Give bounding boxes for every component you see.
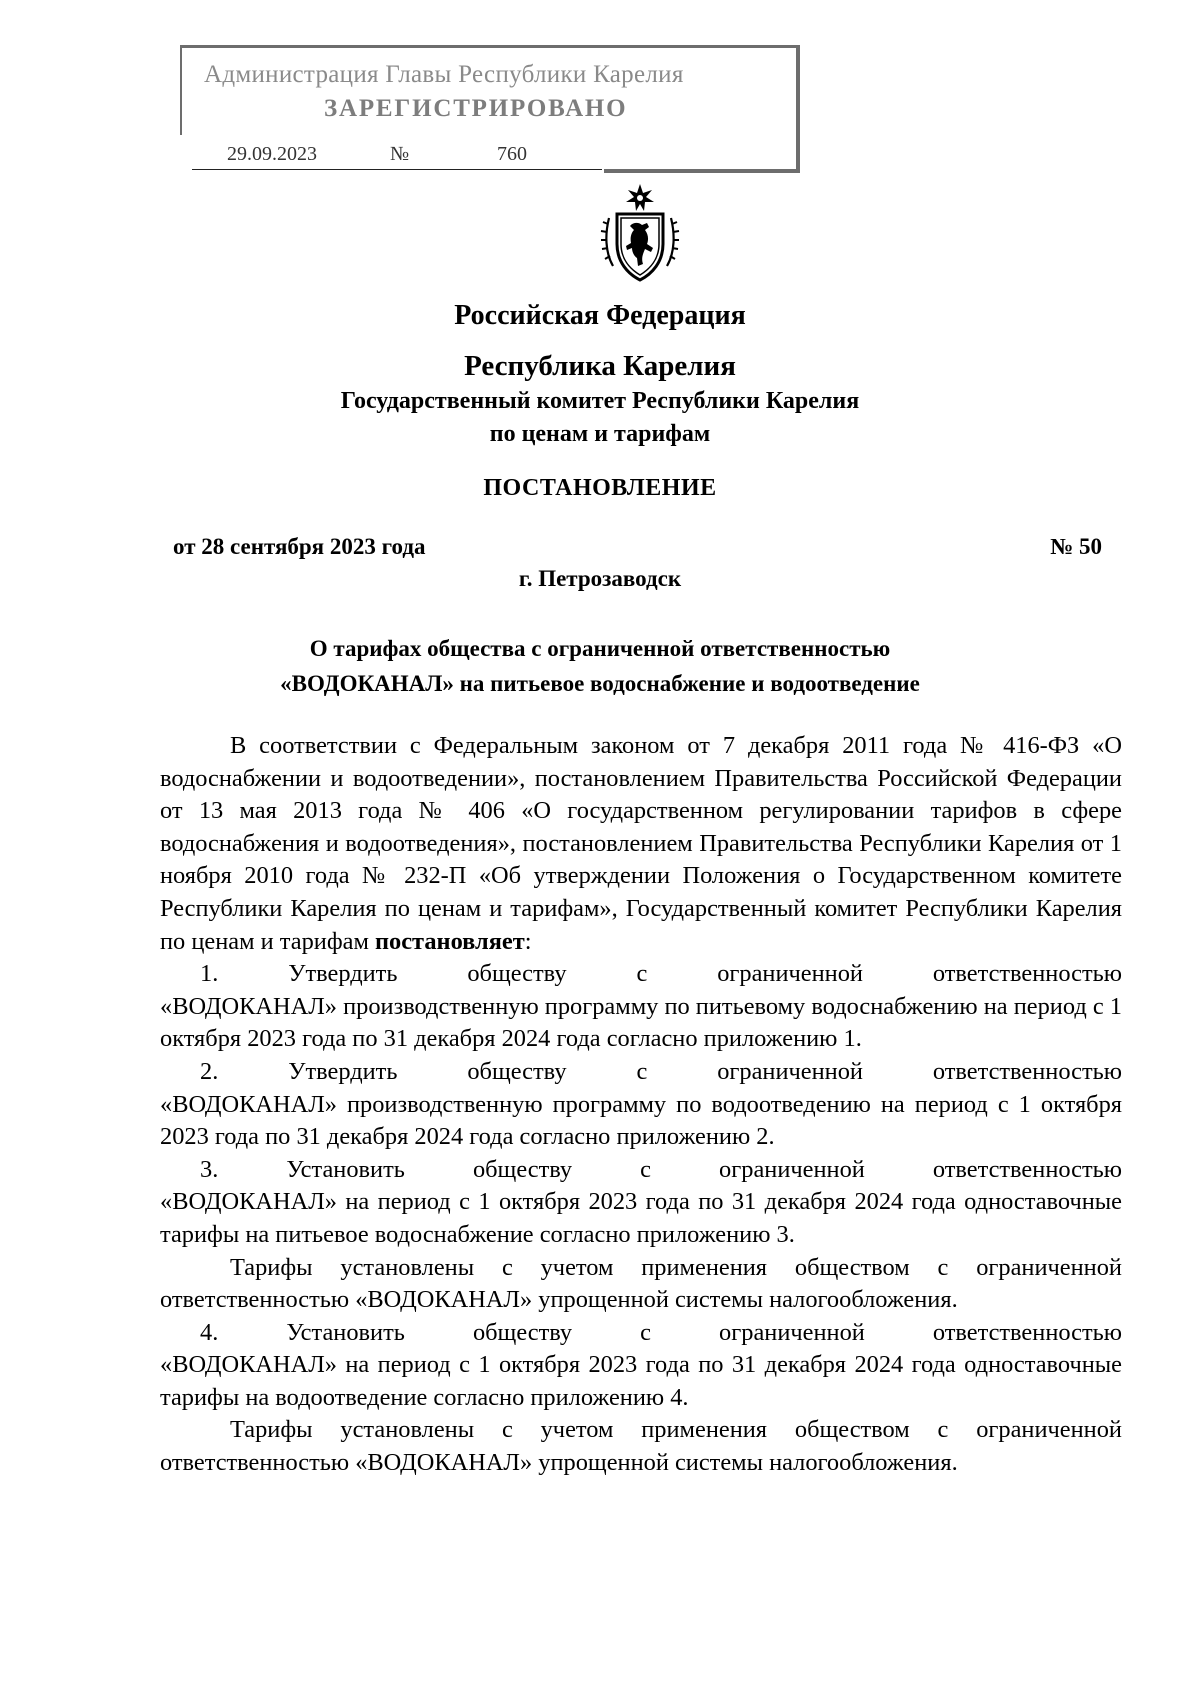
preamble-paragraph <box>160 730 1122 958</box>
item-1-lead: 1. Утвердить обществу с ограниченной ответственностью <box>200 960 1122 988</box>
committee-title-line1: Государственный комитет Республики Карелия <box>340 388 860 414</box>
document-date: от 28 сентября 2023 года <box>173 534 426 559</box>
subject-line2: «ВОДОКАНАЛ» на питьевое водоснабжение и водоотведение <box>280 671 920 696</box>
item-1-text: «ВОДОКАНАЛ» производственную программу по питьевому водоснабжению на период с 1 октября 2023 года по 31 декабря 2024 года согласно приложению 1. <box>160 992 1122 1053</box>
item-3-text: «ВОДОКАНАЛ» на период с 1 октября 2023 года по 31 декабря 2024 года одноставочные тарифы на питьевое водоснабжение согласно приложению 3. <box>160 1188 1122 1248</box>
decree-word: постановляет <box>374 927 525 955</box>
registration-number-sign: № <box>390 143 410 165</box>
stamp-registration-fields <box>192 143 592 173</box>
committee-title-line2: по ценам и тарифам <box>489 421 711 447</box>
document-body <box>160 730 1122 1480</box>
item-3-lead: 3. Установить обществу с ограниченной ответственностью <box>200 1155 1122 1183</box>
preamble-colon: : <box>524 927 532 955</box>
registration-stamp <box>180 45 800 173</box>
tax-note-2: Тарифы установлены с учетом применения обществом с ограниченной ответственностью «ВОДОКАНАЛ» упрощенной системы налогообложения. <box>160 1416 1122 1477</box>
republic-title: Республика Карелия <box>464 350 736 382</box>
registration-date: 29.09.2023 <box>227 143 317 165</box>
document-number: № 50 <box>1050 534 1102 559</box>
registration-number: 760 <box>497 143 527 165</box>
item-4-text: «ВОДОКАНАЛ» на период с 1 октября 2023 года по 31 декабря 2024 года одноставочные тарифы на водоотведение согласно приложению 4. <box>160 1351 1122 1411</box>
coat-of-arms-icon <box>597 182 683 288</box>
item-2-text: «ВОДОКАНАЛ» производственную программу по водоотведению на период с 1 октября 2023 года по 31 декабря 2024 года согласно приложению 2. <box>160 1090 1122 1151</box>
stamp-status: ЗАРЕГИСТРИРОВАНО <box>324 95 628 122</box>
stamp-organization: Администрация Главы Республики Карелия <box>204 61 684 88</box>
document-type: ПОСТАНОВЛЕНИЕ <box>483 475 717 501</box>
country-title: Российская Федерация <box>454 300 746 331</box>
city: г. Петрозаводск <box>518 566 682 591</box>
registration-underline <box>192 169 602 170</box>
item-4-lead: 4. Установить обществу с ограниченной ответственностью <box>200 1318 1122 1346</box>
item-2-lead: 2. Утвердить обществу с ограниченной ответственностью <box>200 1057 1122 1085</box>
stamp-frame-bottom <box>604 169 800 173</box>
preamble-text: В соответствии с Федеральным законом от 7 декабря 2011 года № 416-ФЗ «О водоснабжении и водоотведении», постановлением Правительства Российской Федерации от 13 мая 2013 года № 406 «О государственном регулировании тарифов в сфере водоснабжения и водоотведения», постановлением Правительства Республики Карелия от 1 ноября 2010 года № 232-П «Об утверждении Положения о Государственном комитете Республики Карелия по ценам и тарифам», Государственный комитет Республики Карелия по ценам и тарифам <box>160 732 1122 955</box>
subject-line1: О тарифах общества с ограниченной ответственностью <box>309 636 891 661</box>
tax-note-1: Тарифы установлены с учетом применения обществом с ограниченной ответственностью «ВОДОКАНАЛ» упрощенной системы налогообложения. <box>160 1253 1122 1314</box>
stamp-frame-left <box>180 45 182 135</box>
